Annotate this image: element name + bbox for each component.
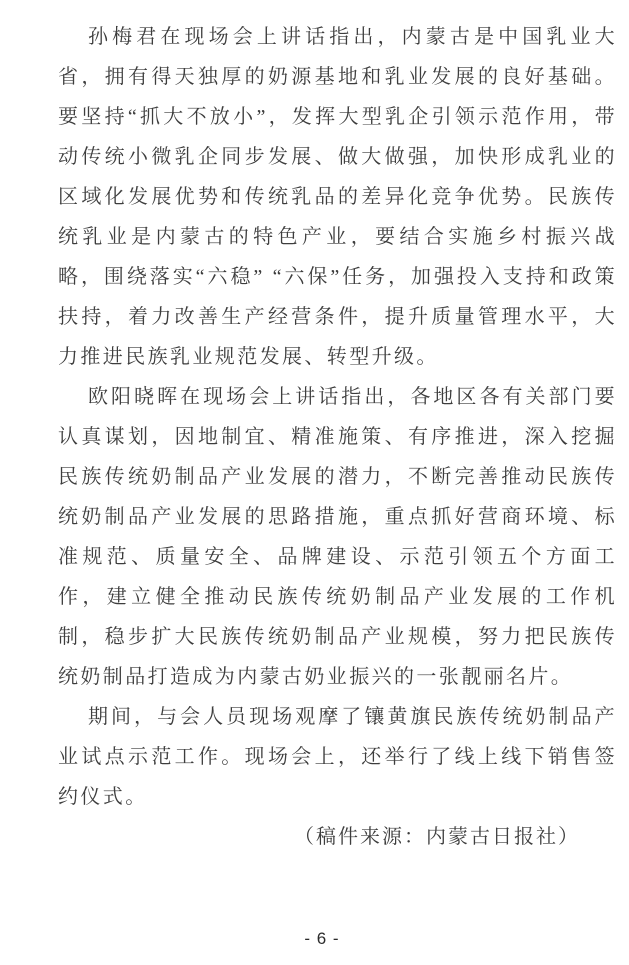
paragraph-3: 期间，与会人员现场观摩了镶黄旗民族传统奶制品产业试点示范工作。现场会上，还举行了线上线下销售签约仪式。 [58,706,617,808]
source-attribution: （稿件来源：内蒙古日报社） [294,826,580,848]
paragraph-1: 孙梅君在现场会上讲话指出，内蒙古是中国乳业大省，拥有得天独厚的奶源基地和乳业发展的良好基础。要坚持“抓大不放小”，发挥大型乳企引领示范作用，带动传统小微乳企同步发展、做大做强，加快形成乳业的区域化发展优势和传统乳品的差异化竞争优势。民族传统乳业是内蒙古的特色产业，要结合实施乡村振兴战略，围绕落实“六稳” “六保”任务，加强投入支持和政策扶持，着力改善生产经营条件，提升质量管理水平，大力推进民族乳业规范发展、转型升级。 [58,26,617,368]
page-number: - 6 - [304,929,340,948]
paragraph-2: 欧阳晓晖在现场会上讲话指出，各地区各有关部门要认真谋划，因地制宜、精准施策、有序推进，深入挖掘民族传统奶制品产业发展的潜力，不断完善推动民族传统奶制品产业发展的思路措施，重点抓好营商环境、标准规范、质量安全、品牌建设、示范引领五个方面工作，建立健全推动民族传统奶制品产业发展的工作机制，稳步扩大民族传统奶制品产业规模，努力把民族传统奶制品打造成为内蒙古奶业振兴的一张靓丽名片。 [58,386,617,688]
